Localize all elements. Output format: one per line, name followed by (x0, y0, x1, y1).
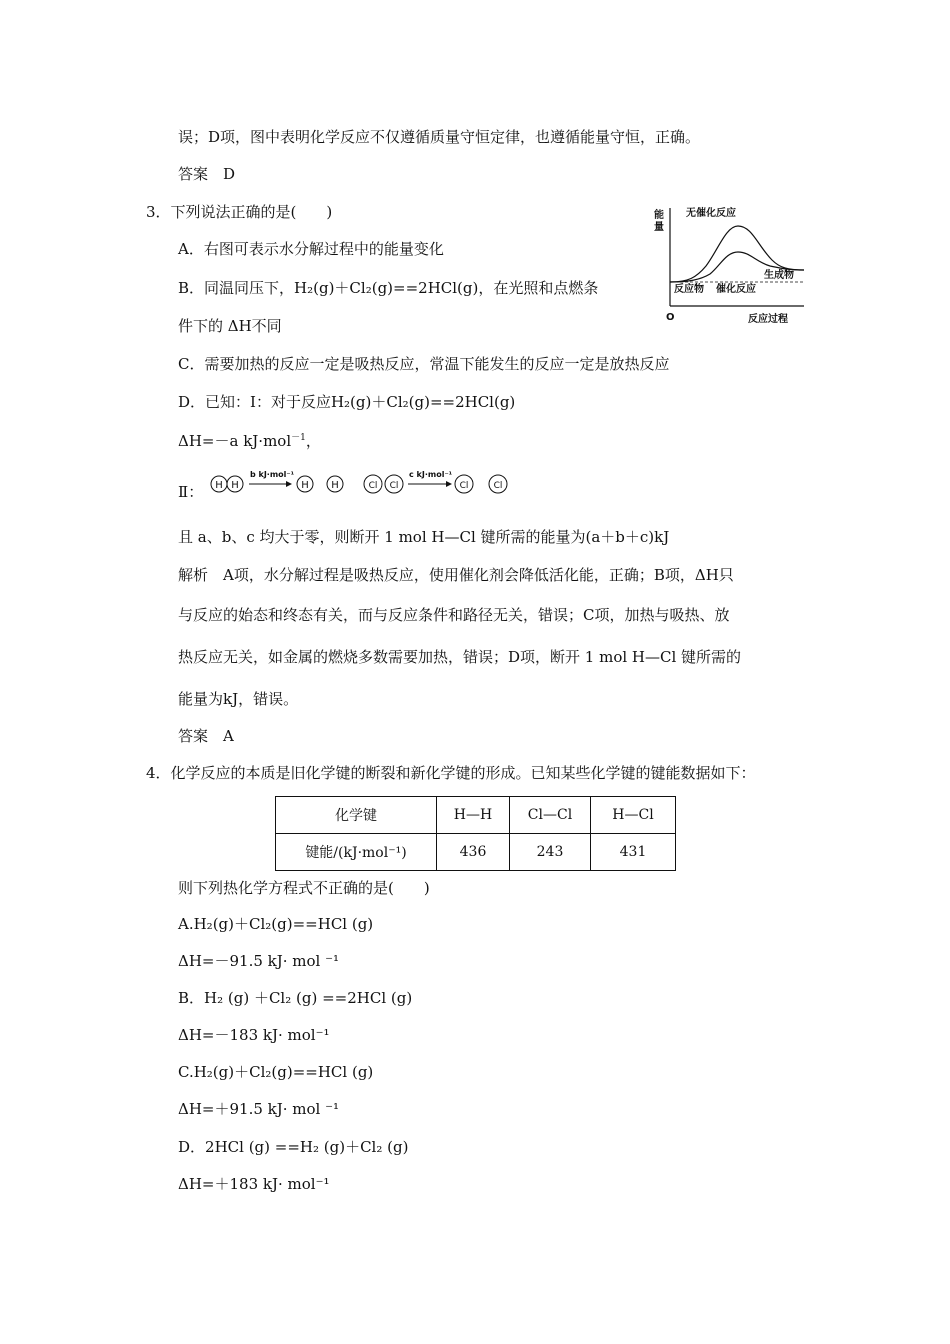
table-cell: Cl—Cl (510, 797, 591, 834)
c-energy-label: c kJ·mol⁻¹ (409, 470, 453, 479)
q3-option-d (178, 392, 515, 412)
q4-option-b-dh: ΔH=－183 kJ· mol⁻¹ (178, 1026, 330, 1044)
analysis-line: 解析 A项，水分解过程是吸热反应，使用催化剂会降低活化能，正确；B项，ΔH只 (178, 566, 734, 584)
question-4-stem: 4．化学反应的本质是旧化学键的断裂和新化学键的形成。已知某些化学键的键能数据如下： (146, 764, 756, 782)
table-cell: 键能/(kJ·mol⁻¹) (276, 834, 437, 871)
q4-option-b-eq: B．H₂ (g) ＋Cl₂ (g) ==2HCl (g) (178, 989, 413, 1007)
q3-option-d-prefix: D．已知：Ⅰ：对于反应 (178, 393, 331, 411)
q3-option-d-ii: Ⅱ： (178, 483, 204, 501)
equation: H₂(g)＋Cl₂(g)==2HCl(g) (330, 393, 516, 411)
product-label: 生成物 (764, 270, 794, 281)
q3-option-c: C．需要加热的反应一定是吸热反应，常温下能发生的反应一定是放热反应 (178, 355, 670, 373)
q3-option-b-suffix: ，在光照和点燃条 (478, 279, 599, 297)
cl-atom: Cl (493, 481, 503, 491)
table-row (276, 834, 676, 871)
h-atom: H (231, 480, 239, 491)
q4-option-a-eq: A.H₂(g)＋Cl₂(g)==HCl (g) (178, 915, 374, 933)
analysis-line: 能量为kJ，错误。 (178, 690, 299, 708)
q4-ask: 则下列热化学方程式不正确的是( ) (178, 879, 430, 897)
q3-option-b-prefix: B．同温同压下， (178, 279, 295, 297)
cl-atom: Cl (459, 481, 469, 491)
q3-option-d-last: 且 a、b、c 均大于零，则断开 1 mol H—Cl 键所需的能量为(a＋b＋c)kJ (178, 528, 670, 546)
q4-option-c-eq: C.H₂(g)＋Cl₂(g)==HCl (g) (178, 1063, 374, 1081)
bond-energy-table (275, 796, 676, 871)
catalyzed-label: 催化反应 (716, 284, 756, 295)
q4-option-c-dh: ΔH=＋91.5 kJ· mol ⁻¹ (178, 1100, 340, 1118)
text-line: 误；D项，图中表明化学反应不仅遵循质量守恒定律，也遵循能量守恒，正确。 (178, 128, 701, 146)
q4-option-d-eq: D．2HCl (g) ==H₂ (g)＋Cl₂ (g) (178, 1138, 409, 1156)
equation: H₂(g)＋Cl₂(g)==2HCl(g) (294, 279, 479, 297)
table-header-row (276, 797, 676, 834)
table-cell: H—Cl (591, 797, 676, 834)
b-energy-label: b kJ·mol⁻¹ (250, 470, 295, 479)
h-atom: H (301, 480, 309, 491)
cl-atom: Cl (389, 481, 399, 491)
table-cell: 436 (437, 834, 510, 871)
analysis-line: 热反应无关，如金属的燃烧多数需要加热，错误；D项，断开 1 mol H—Cl 键所需的 (178, 648, 742, 666)
q3-option-d-dh: ΔH=－a kJ·mol$^{-1}$， (178, 432, 321, 450)
h-atom: H (331, 480, 339, 491)
q3-option-a: A．右图可表示水分解过程中的能量变化 (178, 240, 444, 258)
answer-line: 答案 A (178, 727, 234, 745)
delta-h: ΔH=－a kJ·mol (178, 432, 292, 450)
h-atom: H (215, 480, 223, 491)
uncatalyzed-label: 无催化反应 (686, 208, 736, 219)
q4-option-a-dh: ΔH=－91.5 kJ· mol ⁻¹ (178, 952, 340, 970)
origin-label: O (666, 312, 675, 323)
bond-breaking-diagram (205, 465, 525, 499)
answer-line: 答案 D (178, 165, 236, 183)
question-3-stem: 3．下列说法正确的是( ) (146, 203, 333, 221)
q4-option-d-dh: ΔH=＋183 kJ· mol⁻¹ (178, 1175, 330, 1193)
x-axis-label: 反应过程 (748, 314, 788, 325)
q3-option-b (178, 278, 598, 298)
table-cell: 化学键 (276, 797, 437, 834)
analysis-line: 与反应的始态和终态有关，而与反应条件和路径无关，错误；C项，加热与吸热、放 (178, 606, 730, 624)
table-cell: H—H (437, 797, 510, 834)
y-axis-label-2: 量 (654, 222, 664, 233)
energy-diagram (648, 200, 808, 330)
q3-option-b-cont: 件下的 ΔH不同 (178, 317, 282, 335)
reactant-label: 反应物 (674, 284, 704, 295)
table-cell: 243 (510, 834, 591, 871)
table-cell: 431 (591, 834, 676, 871)
cl-atom: Cl (368, 481, 378, 491)
y-axis-label-1: 能 (654, 210, 664, 221)
